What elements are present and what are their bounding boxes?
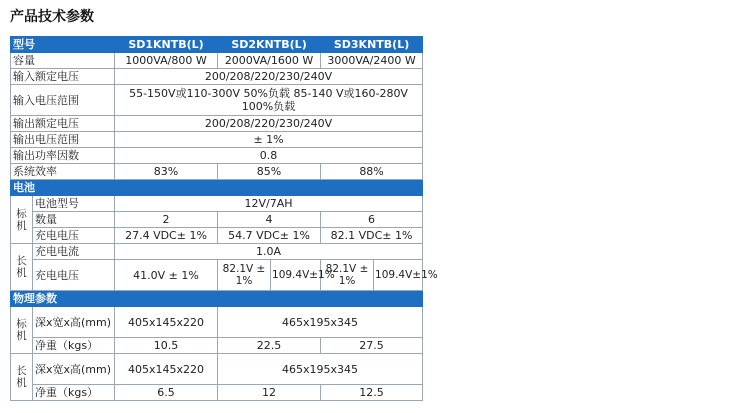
input-rated-voltage-value: 200/208/220/230/240V (115, 69, 423, 85)
output-power-factor-value: 0.8 (115, 148, 423, 164)
capacity-model-2: 2000VA/1600 W (218, 53, 321, 69)
battery-model-label: 电池型号 (33, 196, 115, 212)
physical-section-header (11, 291, 423, 307)
efficiency-label: 系统效率 (11, 164, 115, 180)
long-weight-model-3: 12.5 (321, 385, 423, 401)
standard-charge-voltage-model-1: 27.4 VDC± 1% (115, 228, 218, 244)
long-weight-label: 净重（kgs） (33, 385, 115, 401)
long-charge-voltage-model-2a: 82.1V ± 1% (218, 260, 271, 291)
model-2-header: SD2KNTB(L) (218, 37, 321, 53)
standard-weight-row (11, 338, 423, 354)
long-dimensions-label: 深x宽x高(mm) (33, 354, 115, 385)
output-rated-voltage-row (11, 116, 423, 132)
standard-charge-voltage-model-2: 54.7 VDC± 1% (218, 228, 321, 244)
input-voltage-range-label: 输入电压范围 (11, 85, 115, 116)
long-charge-voltage-row (11, 260, 423, 291)
output-rated-voltage-label: 输出额定电压 (11, 116, 115, 132)
spec-table (10, 36, 438, 401)
long-charge-voltage-model-1: 41.0V ± 1% (115, 260, 218, 291)
battery-quantity-model-1: 2 (115, 212, 218, 228)
output-voltage-range-value: ± 1% (115, 132, 423, 148)
battery-model-row (11, 196, 423, 212)
capacity-model-1: 1000VA/800 W (115, 53, 218, 69)
battery-quantity-row (11, 212, 423, 228)
long-dimensions-model-2-3: 465x195x345 (218, 354, 423, 385)
standard-weight-model-2: 22.5 (218, 338, 321, 354)
battery-section-label: 电池 (11, 180, 423, 196)
long-charge-voltage-model-3a: 82.1V ± 1% (321, 260, 374, 291)
efficiency-row (11, 164, 423, 180)
header-row (11, 37, 423, 53)
standard-weight-model-1: 10.5 (115, 338, 218, 354)
efficiency-model-1: 83% (115, 164, 218, 180)
input-voltage-range-line-2: 100%负载 (241, 100, 296, 113)
long-dimensions-row (11, 354, 423, 385)
standard-charge-voltage-label: 充电电压 (33, 228, 115, 244)
long-weight-model-2: 12 (218, 385, 321, 401)
input-voltage-range-row (11, 85, 423, 116)
standard-weight-label: 净重（kgs） (33, 338, 115, 354)
physical-standard-group-label: 标机 (11, 307, 33, 354)
long-charge-voltage-label: 充电电压 (33, 260, 115, 291)
battery-quantity-model-2: 4 (218, 212, 321, 228)
input-rated-voltage-label: 输入额定电压 (11, 69, 115, 85)
standard-charge-voltage-model-3: 82.1 VDC± 1% (321, 228, 423, 244)
standard-dimensions-model-1: 405x145x220 (115, 307, 218, 338)
long-charge-voltage-model-3b: 109.4V±1% (374, 260, 423, 291)
page-title: 产品技术参数 (10, 9, 94, 25)
standard-dimensions-label: 深x宽x高(mm) (33, 307, 115, 338)
battery-standard-group-label: 标机 (11, 196, 33, 244)
output-voltage-range-row (11, 132, 423, 148)
standard-dimensions-model-2-3: 465x195x345 (218, 307, 423, 338)
battery-section-header (11, 180, 423, 196)
capacity-model-3: 3000VA/2400 W (321, 53, 423, 69)
battery-long-group-label: 长机 (11, 244, 33, 291)
battery-quantity-model-3: 6 (321, 212, 423, 228)
input-rated-voltage-row (11, 69, 423, 85)
standard-charge-voltage-row (11, 228, 423, 244)
model-1-header: SD1KNTB(L) (115, 37, 218, 53)
input-voltage-range-line-1: 55-150V或110-300V 50%负载 85-140 V或160-280V (129, 87, 408, 100)
output-power-factor-row (11, 148, 423, 164)
long-weight-row (11, 385, 423, 401)
output-rated-voltage-value: 200/208/220/230/240V (115, 116, 423, 132)
long-dimensions-model-1: 405x145x220 (115, 354, 218, 385)
capacity-label: 容量 (11, 53, 115, 69)
output-power-factor-label: 输出功率因数 (11, 148, 115, 164)
input-voltage-range-value (115, 85, 423, 116)
charge-current-row (11, 244, 423, 260)
battery-model-value: 12V/7AH (115, 196, 423, 212)
efficiency-model-3: 88% (321, 164, 423, 180)
battery-quantity-label: 数量 (33, 212, 115, 228)
efficiency-model-2: 85% (218, 164, 321, 180)
model-3-header: SD3KNTB(L) (321, 37, 423, 53)
physical-long-group-label: 长机 (11, 354, 33, 401)
charge-current-value: 1.0A (115, 244, 423, 260)
capacity-row (11, 53, 423, 69)
model-header-label: 型号 (11, 37, 115, 53)
standard-weight-model-3: 27.5 (321, 338, 423, 354)
long-weight-model-1: 6.5 (115, 385, 218, 401)
physical-section-label: 物理参数 (11, 291, 423, 307)
charge-current-label: 充电电流 (33, 244, 115, 260)
standard-dimensions-row (11, 307, 423, 338)
output-voltage-range-label: 输出电压范围 (11, 132, 115, 148)
long-charge-voltage-model-2b: 109.4V±1% (271, 260, 321, 291)
